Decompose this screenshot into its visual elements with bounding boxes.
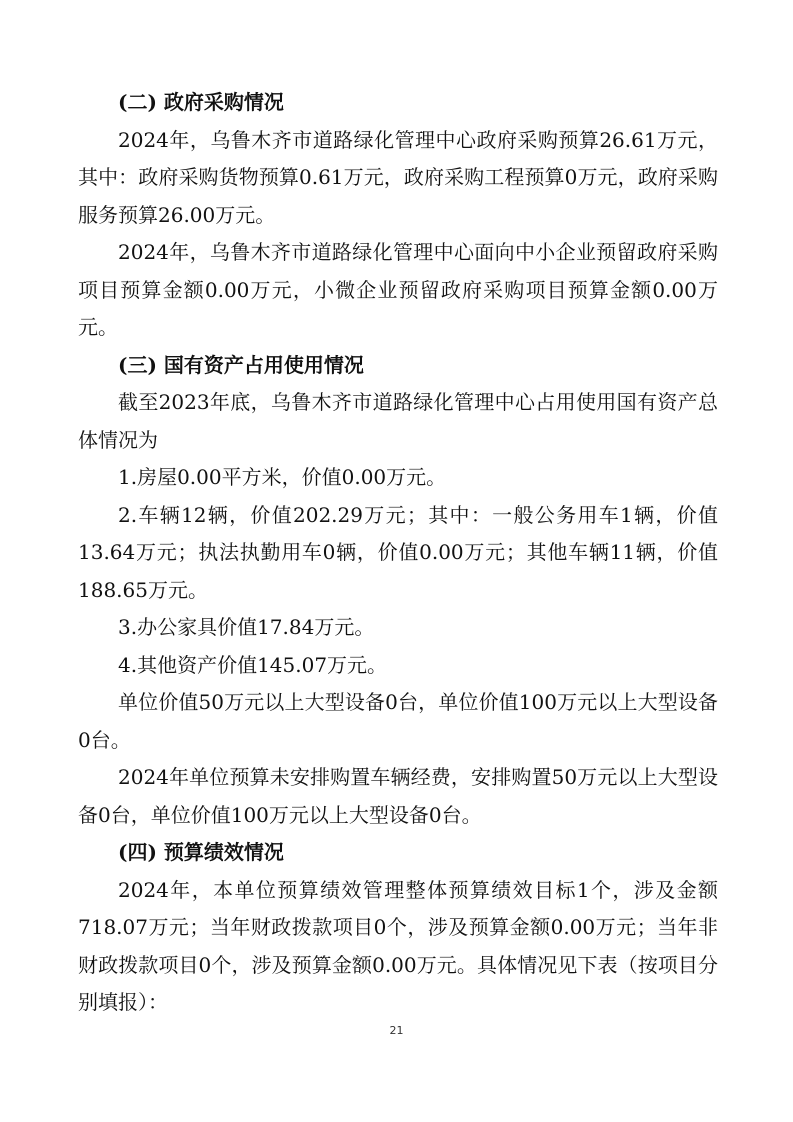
- paragraph-performance-goals: 2024年，本单位预算绩效管理整体预算绩效目标1个，涉及金额718.07万元；当年财政拨款项目0个，涉及预算金额0.00万元；当年非财政拨款项目0个，涉及预算金额0.00万元。具体情况见下表（按项目分别填报）：: [78, 877, 718, 1014]
- list-item-housing: 1.房屋0.00平方米，价值0.00万元。: [118, 465, 447, 489]
- section-heading-performance: (四) 预算绩效情况: [118, 840, 284, 864]
- list-item-other-assets: 4.其他资产价值145.07万元。: [118, 652, 388, 677]
- list-item-vehicles: 2.车辆12辆，价值202.29万元；其中：一般公务用车1辆，价值13.64万元；执法执勤用车0辆，价值0.00万元；其他车辆11辆，价值188.65万元。: [78, 502, 718, 602]
- paragraph-procurement-budget: 2024年，乌鲁木齐市道路绿化管理中心政府采购预算26.61万元，其中：政府采购货物预算0.61万元，政府采购工程预算0万元，政府采购服务预算26.00万元。: [78, 127, 718, 227]
- paragraph-large-equipment: 单位价值50万元以上大型设备0台，单位价值100万元以上大型设备0台。: [78, 690, 718, 752]
- page-number: 21: [389, 1024, 404, 1037]
- paragraph-sme-reserved-budget: 2024年，乌鲁木齐市道路绿化管理中心面向中小企业预留政府采购项目预算金额0.00万元，小微企业预留政府采购项目预算金额0.00万元。: [78, 240, 718, 339]
- paragraph-assets-overview: 截至2023年底，乌鲁木齐市道路绿化管理中心占用使用国有资产总体情况为: [78, 390, 718, 452]
- list-item-office-furniture: 3.办公家具价值17.84万元。: [118, 615, 375, 639]
- paragraph-vehicle-purchase-plan: 2024年单位预算未安排购置车辆经费，安排购置50万元以上大型设备0台，单位价值100万元以上大型设备0台。: [78, 765, 718, 827]
- section-heading-government-procurement: (二) 政府采购情况: [118, 90, 284, 114]
- document-body: [78, 84, 718, 1022]
- section-heading-state-assets: (三) 国有资产占用使用情况: [118, 352, 364, 377]
